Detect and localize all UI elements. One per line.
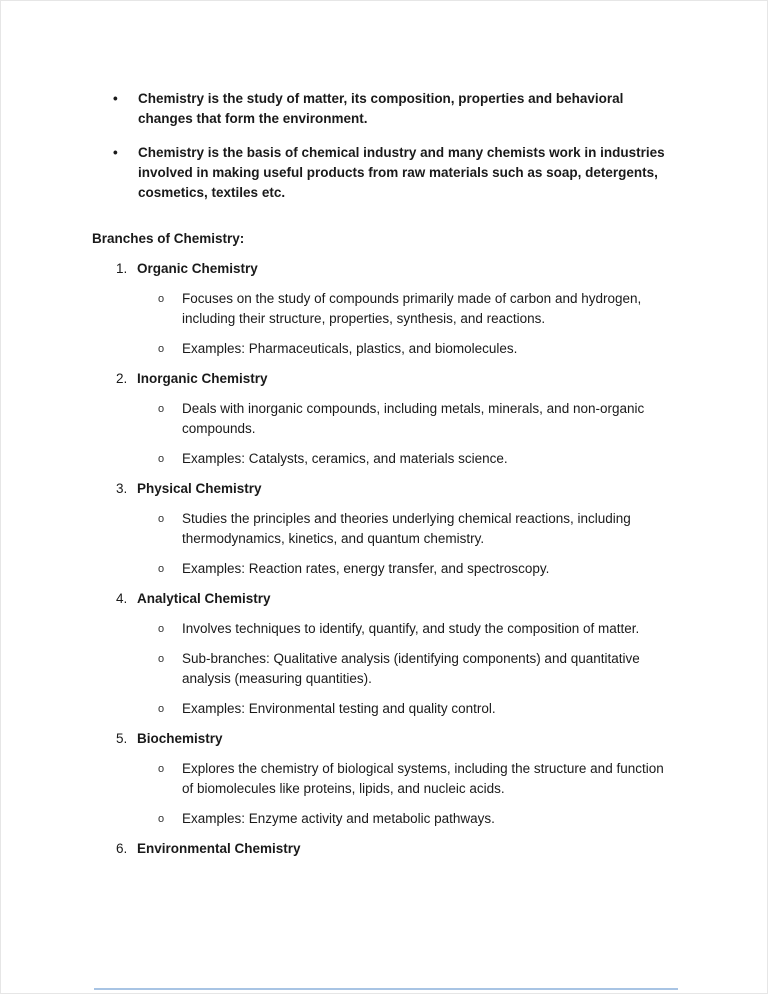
- list-item: [158, 759, 676, 799]
- bullet-text: Chemistry is the basis of chemical industry and many chemists work in industries involved in making useful products from raw materials such as soap, detergents, cosmetics, textiles etc.: [138, 145, 665, 200]
- branch-title: Organic Chemistry: [137, 261, 258, 276]
- sub-point-text: Involves techniques to identify, quantify, and study the composition of matter.: [182, 621, 640, 636]
- list-number: 1.: [116, 261, 128, 276]
- bullet-marker: •: [113, 91, 118, 106]
- sub-bullet-marker: o: [158, 623, 165, 635]
- list-item: [113, 143, 676, 203]
- sub-bullet-marker: o: [158, 453, 165, 465]
- branch-title: Inorganic Chemistry: [137, 371, 268, 386]
- list-number: 5.: [116, 731, 128, 746]
- sub-bullet-marker: o: [158, 293, 165, 305]
- list-item: [158, 289, 676, 329]
- list-item: [116, 479, 676, 499]
- sub-point-text: Focuses on the study of compounds primarily made of carbon and hydrogen, including their structure, properties, synthesis, and reactions.: [182, 291, 642, 326]
- sub-bullet-marker: o: [158, 563, 165, 575]
- section-heading: Branches of Chemistry:: [92, 231, 245, 246]
- sub-point-text: Examples: Catalysts, ceramics, and materials science.: [182, 451, 508, 466]
- sub-point-text: Sub-branches: Qualitative analysis (identifying components) and quantitative analysis (measuring quantities).: [182, 651, 640, 686]
- sub-bullet-marker: o: [158, 513, 165, 525]
- branch-title: Biochemistry: [137, 731, 223, 746]
- list-item: [158, 699, 676, 719]
- bullet-marker: •: [113, 145, 118, 160]
- list-item: [158, 449, 676, 469]
- sub-bullet-marker: o: [158, 403, 165, 415]
- list-item: [158, 399, 676, 439]
- sub-point-text: Explores the chemistry of biological systems, including the structure and function of biomolecules like proteins, lipids, and nucleic acids.: [182, 761, 664, 796]
- branch-title: Physical Chemistry: [137, 481, 262, 496]
- list-item: [158, 509, 676, 549]
- list-item: [158, 339, 676, 359]
- sub-point-text: Deals with inorganic compounds, including metals, minerals, and non-organic compounds.: [182, 401, 645, 436]
- list-item: [116, 839, 676, 859]
- list-item: [116, 259, 676, 279]
- bottom-blue-rule: [94, 988, 678, 990]
- list-item: [116, 369, 676, 389]
- sub-point-text: Examples: Reaction rates, energy transfer, and spectroscopy.: [182, 561, 550, 576]
- sub-bullet-marker: o: [158, 813, 165, 825]
- branch-title: Analytical Chemistry: [137, 591, 271, 606]
- sub-bullet-marker: o: [158, 343, 165, 355]
- list-item: [158, 619, 676, 639]
- sub-point-text: Examples: Pharmaceuticals, plastics, and biomolecules.: [182, 341, 518, 356]
- list-number: 4.: [116, 591, 128, 606]
- sub-bullet-marker: o: [158, 653, 165, 665]
- list-item: [116, 589, 676, 609]
- sub-point-text: Examples: Enzyme activity and metabolic pathways.: [182, 811, 495, 826]
- sub-bullet-marker: o: [158, 763, 165, 775]
- list-item: [158, 809, 676, 829]
- list-item: [116, 729, 676, 749]
- sub-point-text: Examples: Environmental testing and quality control.: [182, 701, 496, 716]
- list-item: [158, 559, 676, 579]
- bullet-text: Chemistry is the study of matter, its composition, properties and behavioral changes that form the environment.: [138, 91, 624, 126]
- list-item: [158, 649, 676, 689]
- list-item: [113, 89, 676, 129]
- sub-bullet-marker: o: [158, 703, 165, 715]
- list-number: 3.: [116, 481, 128, 496]
- list-number: 6.: [116, 841, 128, 856]
- branch-title: Environmental Chemistry: [137, 841, 301, 856]
- list-number: 2.: [116, 371, 128, 386]
- sub-point-text: Studies the principles and theories underlying chemical reactions, including thermodynamics, kinetics, and quantum chemistry.: [182, 511, 631, 546]
